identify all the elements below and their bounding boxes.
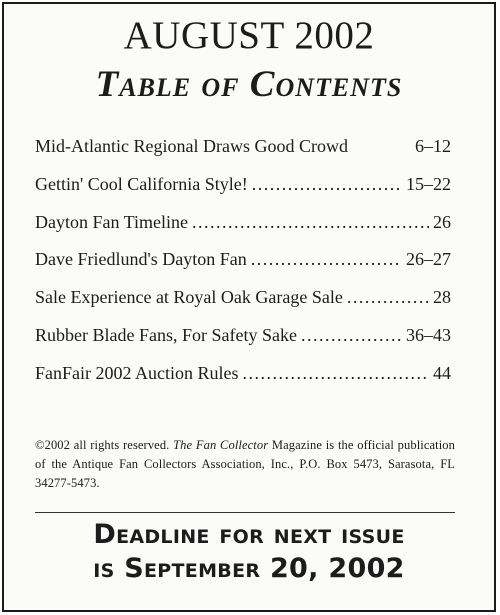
copyright-rest: Magazine is the official publication of the Antique Fan Collectors Association, Inc., P.O. Box 5473, Sarasota, FL 34277-5473. [35, 438, 455, 490]
toc-entry[interactable] [35, 355, 451, 393]
deadline-notice [4, 518, 494, 586]
toc-entry-leader [251, 241, 402, 279]
toc-entry-title: FanFair 2002 Auction Rules [35, 362, 239, 383]
toc-entry-pages: 44 [433, 362, 451, 383]
toc-entry-pages: 28 [433, 287, 451, 308]
toc-entry-leader [301, 317, 402, 355]
copyright-lead: ©2002 all rights reserved. [35, 438, 170, 452]
toc-entry-pages: 36–43 [406, 324, 451, 345]
toc-entry-title: Mid-Atlantic Regional Draws Good Crowd [35, 136, 348, 156]
toc-entry-pages: 6–12 [415, 136, 451, 156]
toc-entry-title: Sale Experience at Royal Oak Garage Sale [35, 287, 343, 308]
copyright-notice [35, 436, 455, 493]
toc-list [35, 128, 451, 393]
toc-entry-pages: 26–27 [406, 249, 451, 270]
toc-heading: Table of Contents [95, 64, 403, 105]
toc-entry[interactable] [35, 204, 451, 242]
table-of-contents-page [2, 2, 496, 612]
toc-entry[interactable] [35, 241, 451, 279]
toc-entry-title: Dayton Fan Timeline [35, 211, 189, 232]
deadline-line-1: Deadline for next issue [93, 519, 405, 550]
toc-entry-leader [252, 166, 402, 204]
deadline-line-2: is September 20, 2002 [93, 553, 405, 584]
toc-entry-pages: 15–22 [406, 173, 451, 194]
publication-name: The Fan Collector [173, 438, 269, 452]
toc-entry[interactable] [35, 279, 451, 317]
issue-date-heading: AUGUST 2002 [123, 14, 375, 57]
toc-entry-leader [192, 204, 429, 242]
toc-entry-title: Dave Friedlund's Dayton Fan [35, 249, 247, 270]
toc-entry-pages: 26 [433, 211, 451, 232]
toc-entry[interactable] [35, 317, 451, 355]
section-divider [35, 512, 455, 513]
toc-entry-leader [347, 279, 429, 317]
toc-entry[interactable] [35, 128, 451, 166]
toc-entry-title: Gettin' Cool California Style! [35, 173, 248, 194]
toc-entry-title: Rubber Blade Fans, For Safety Sake [35, 324, 297, 345]
toc-entry[interactable] [35, 166, 451, 204]
toc-entry-leader [243, 355, 430, 393]
